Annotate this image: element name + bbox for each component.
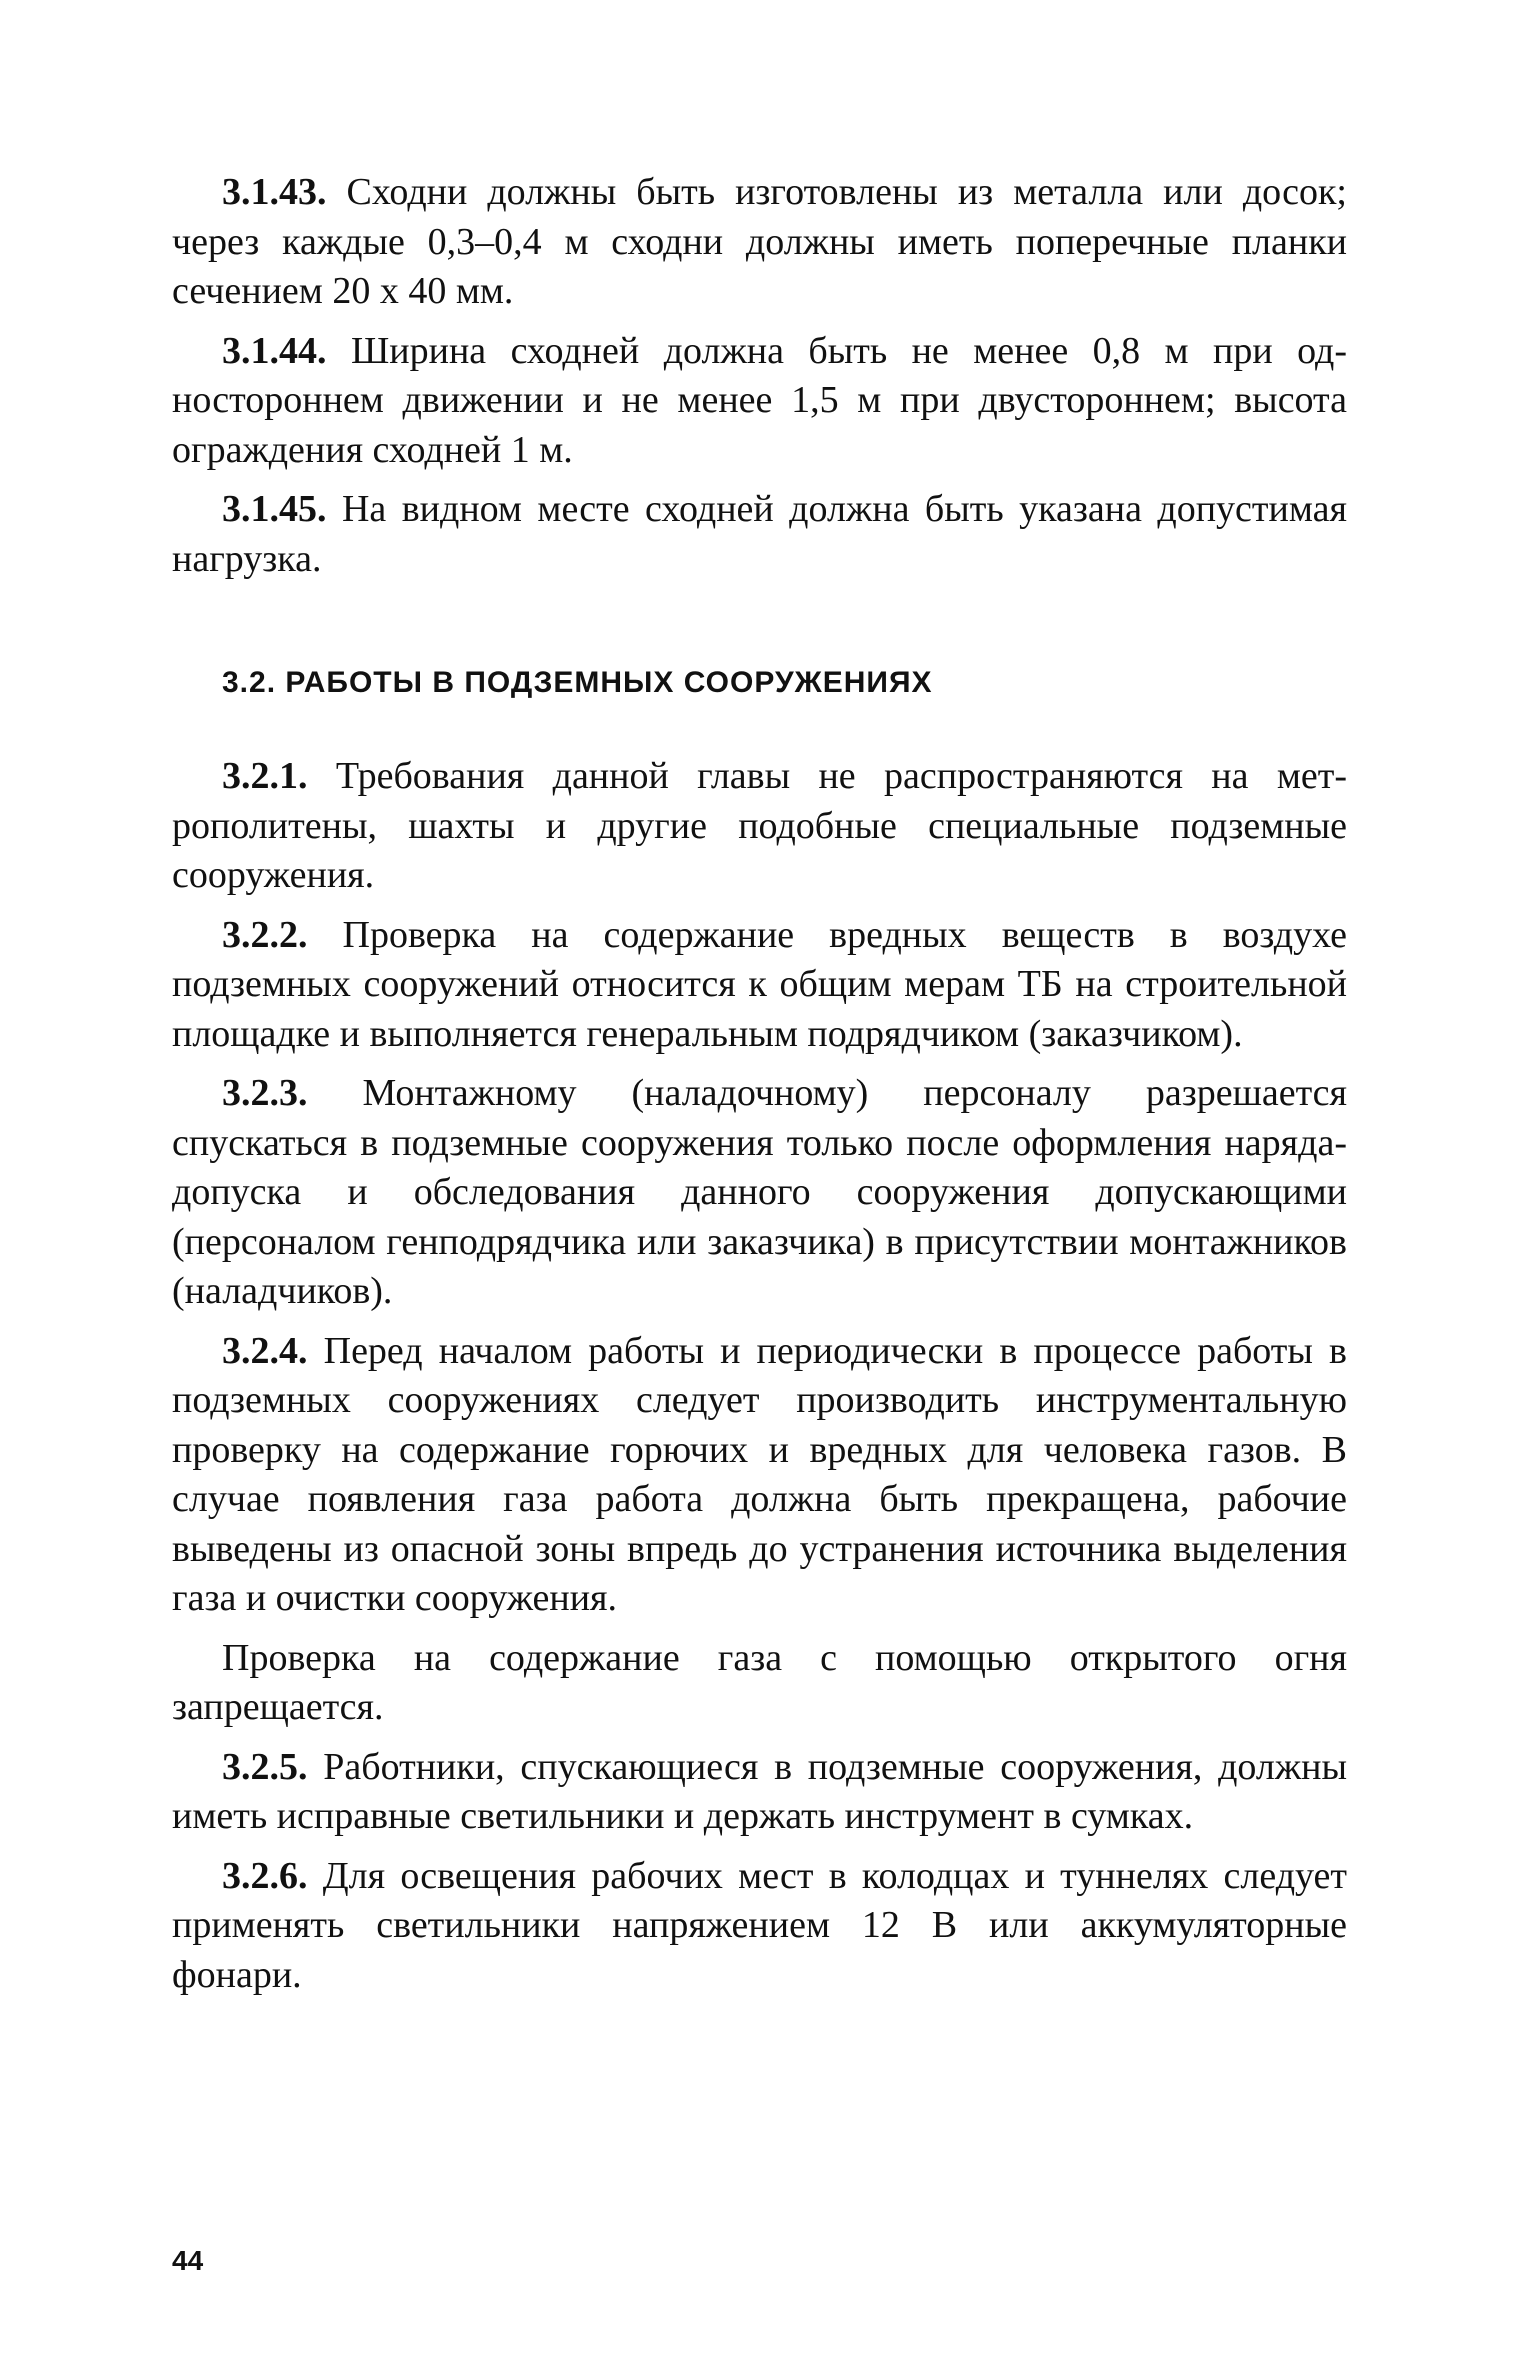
- paragraph-text: Сходни должны быть изготовлены из металла или досок; через каждые 0,3–0,4 м сходни должны иметь поперечные планки сечением 20 х 40 мм.: [172, 171, 1347, 312]
- paragraph-3-2-3: [172, 1069, 1347, 1317]
- paragraph-text: Работники, спускающиеся в подземные сооружения, должны иметь исправные светильники и держать инструмент в сумках.: [172, 1745, 1347, 1837]
- paragraph-text: Проверка на содержание вредных веществ в воздухе подземных сооружений относится к общим мерам ТБ на строительной площадке и выполняется генеральным подрядчиком (заказчиком).: [172, 913, 1347, 1055]
- paragraph-3-1-43: [172, 168, 1347, 317]
- paragraph-3-2-6: [172, 1852, 1347, 2001]
- paragraph-number: 3.1.45.: [222, 488, 327, 530]
- document-page: [172, 168, 1347, 2010]
- paragraph-number: 3.1.44.: [222, 329, 327, 372]
- paragraph-3-2-4: [172, 1327, 1347, 1624]
- paragraph-text: Ширина сходней должна быть не менее 0,8 м при одностороннем движении и не менее 1,5 м при двустороннем; высота ограждения сходней 1 м.: [172, 329, 1348, 471]
- paragraph-text: Перед началом работы и периодически в процессе работы в подземных сооружениях следует производить инструментальную проверку на содержание горючих и вредных для человека газов. В случае появления газа работа должна быть прекращена, рабочие выведены из опасной зоны впредь до устранения источника выделения газа и очистки сооружения.: [172, 1329, 1347, 1619]
- paragraph-number: 3.2.5.: [222, 1745, 308, 1788]
- paragraph-3-1-45: [172, 485, 1347, 584]
- paragraph-3-2-1: [172, 752, 1347, 901]
- paragraph-3-1-44: [172, 327, 1347, 476]
- paragraph-gas-check: [172, 1634, 1347, 1733]
- paragraph-number: 3.2.6.: [222, 1854, 308, 1897]
- paragraph-number: 3.2.3.: [222, 1072, 308, 1114]
- paragraph-number: 3.2.2.: [222, 913, 308, 956]
- paragraph-text: На видном месте сходней должна быть указана допустимая нагрузка.: [172, 488, 1347, 580]
- section-heading: 3.2. РАБОТЫ В ПОДЗЕМНЫХ СООРУЖЕНИЯХ: [222, 666, 933, 699]
- paragraph-number: 3.1.43.: [222, 171, 327, 213]
- paragraph-text: Требования данной главы не распространяются на метрополитены, шахты и другие подобные специальные подземные сооружения.: [172, 755, 1347, 896]
- paragraph-3-2-2: [172, 911, 1347, 1060]
- paragraph-3-2-5: [172, 1743, 1347, 1842]
- paragraph-number: 3.2.1.: [222, 755, 308, 797]
- paragraph-text: Проверка на содержание газа с помощью открытого огня запрещается.: [172, 1636, 1347, 1728]
- paragraph-number: 3.2.4.: [222, 1329, 308, 1372]
- paragraph-text: Монтажному (наладочному) персоналу разрешается спускаться в подземные сооружения только после оформления наряда-допуска и обследования данного сооружения допускающими (персоналом генподрядчика или заказчика) в присутствии монтажников (наладчиков).: [172, 1072, 1348, 1312]
- paragraph-text: Для освещения рабочих мест в колодцах и туннелях следует применять светильники напряжением 12 В или аккумуляторные фонари.: [172, 1854, 1347, 1996]
- page-number: 44: [172, 2245, 204, 2276]
